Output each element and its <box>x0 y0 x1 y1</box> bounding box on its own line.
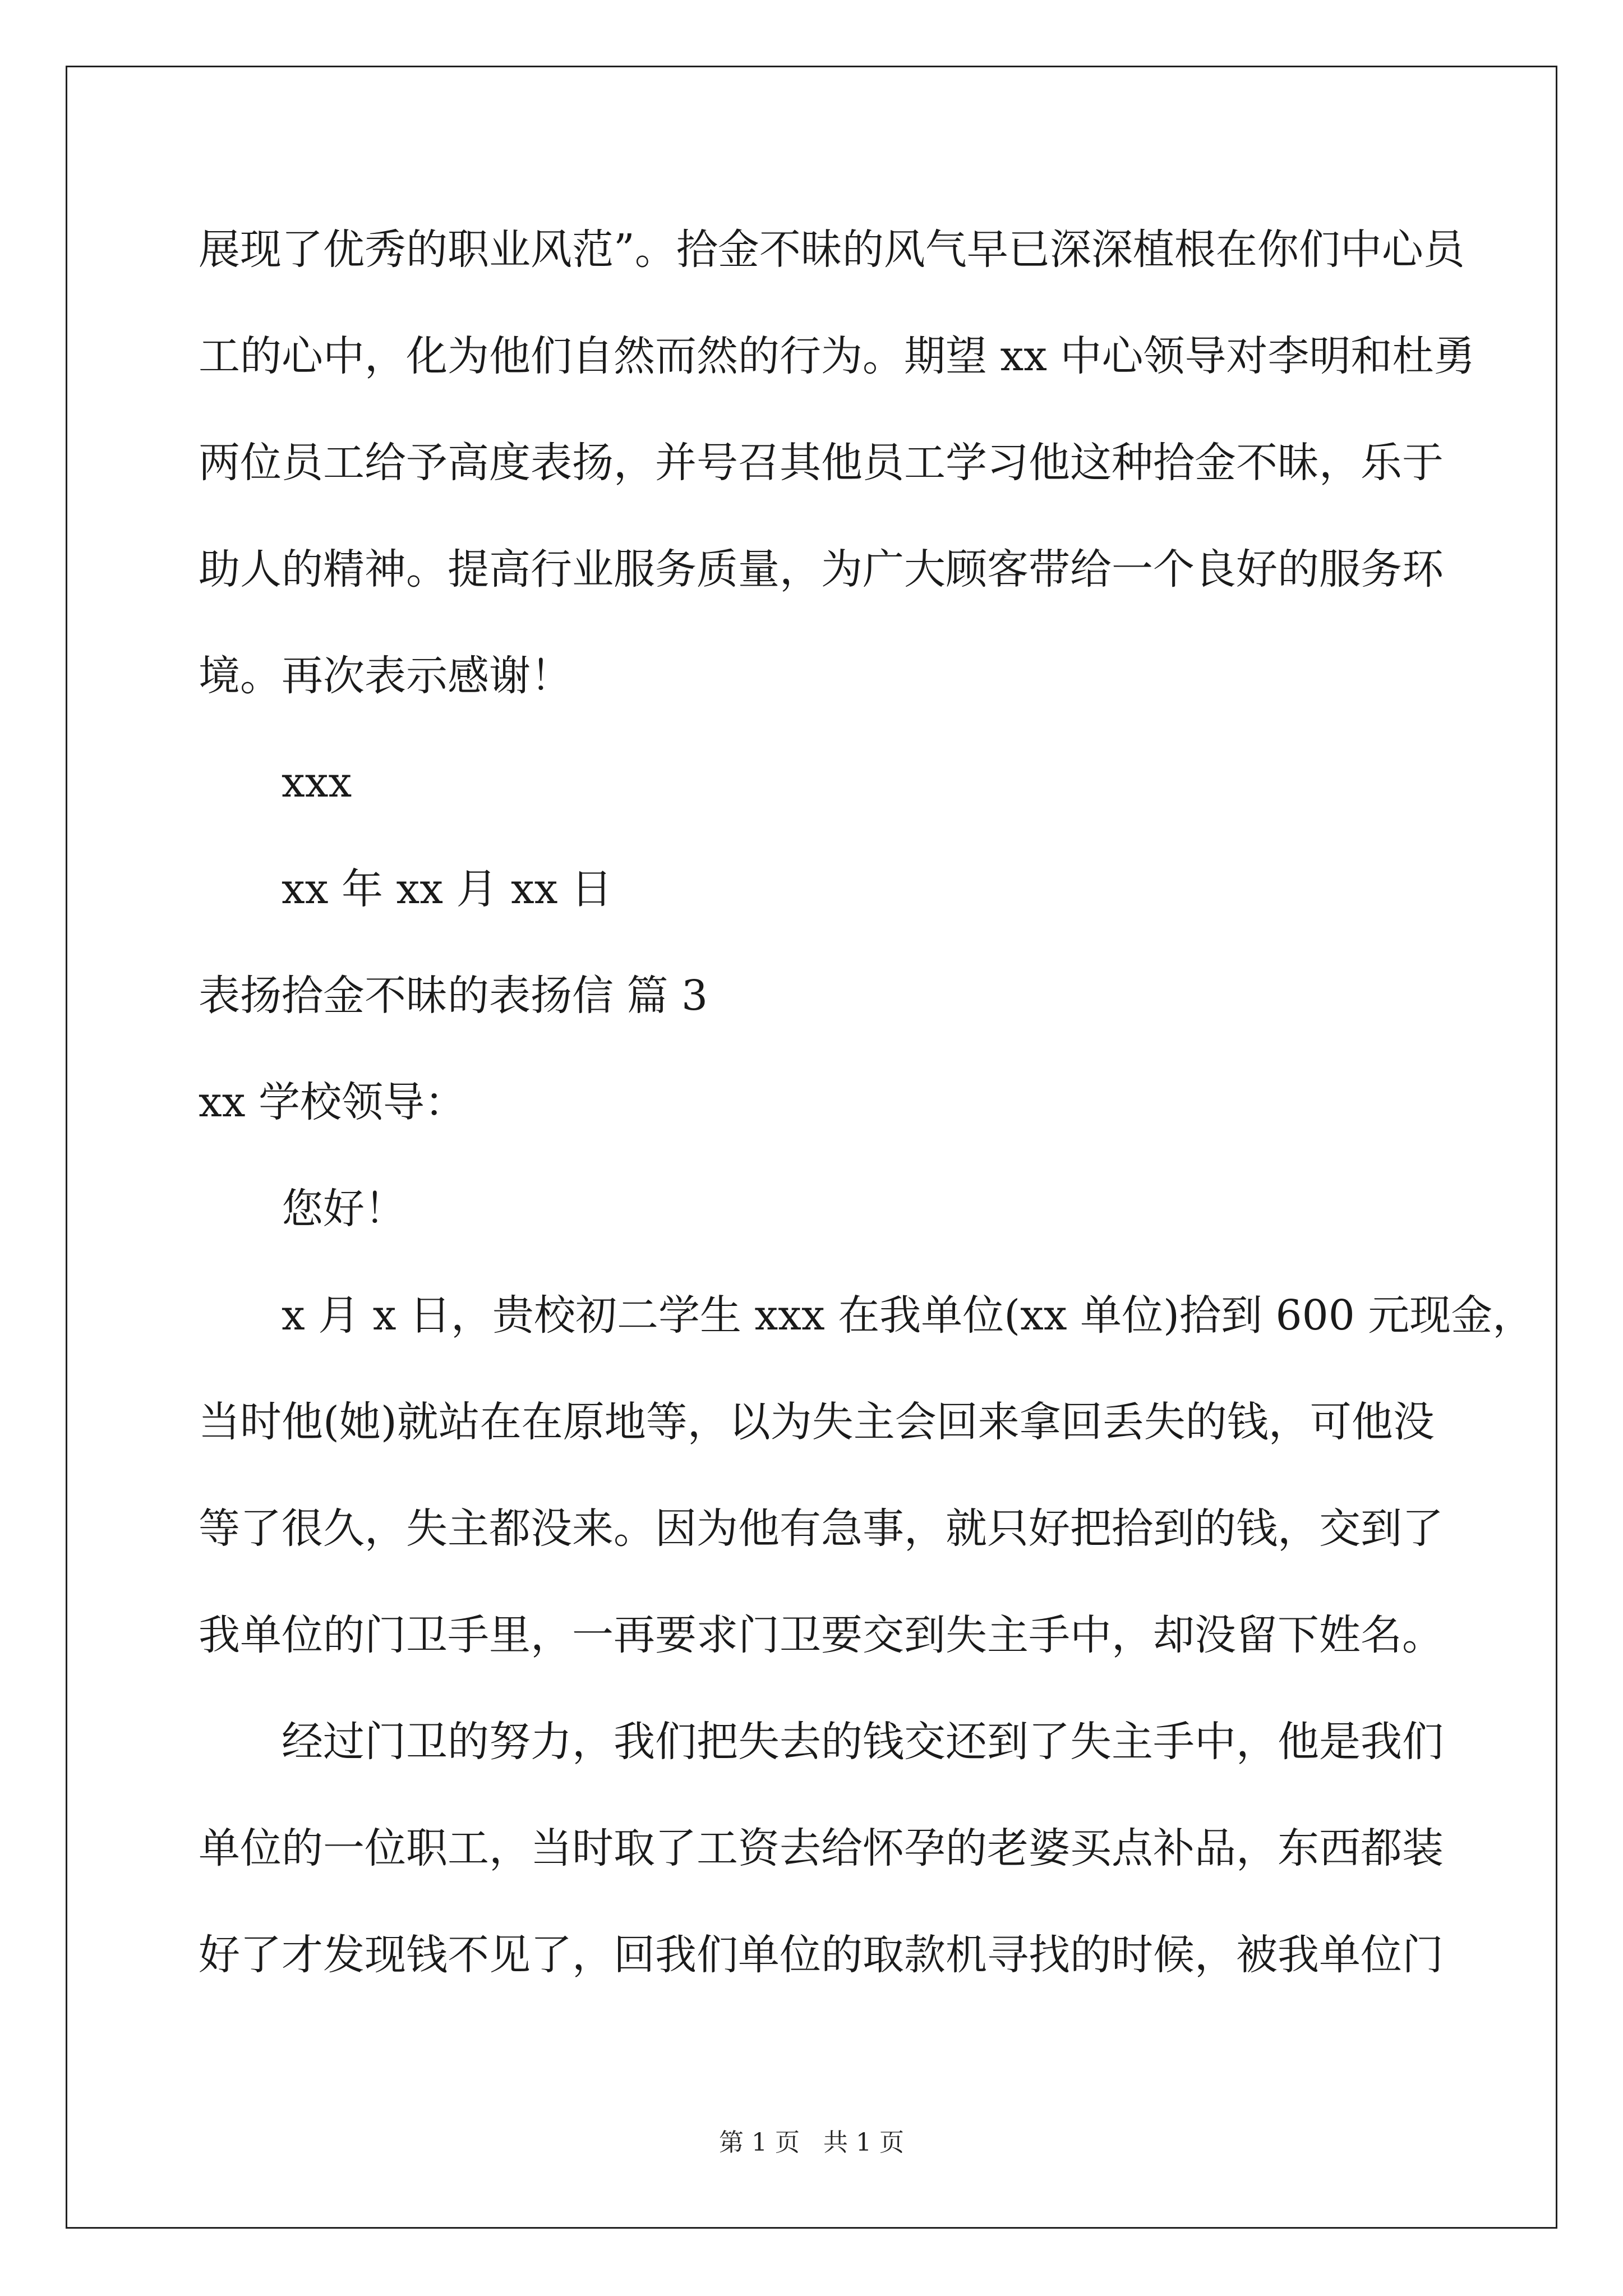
salutation: xx 学校领导： <box>199 1078 466 1126</box>
signature: xxx <box>282 758 352 807</box>
page-footer: 第 1 页 共 1 页 <box>719 2128 904 2157</box>
greeting: 您好！ <box>282 1185 406 1233</box>
body-line: 单位的一位职工，当时取了工资去给怀孕的老婆买点补品，东西都装 <box>199 1824 1444 1872</box>
body-line: 我单位的门卫手里，一再要求门卫要交到失主手中，却没留下姓名。 <box>199 1611 1444 1659</box>
date-line: xx 年 xx 月 xx 日 <box>282 865 613 913</box>
body-line: x 月 x 日，贵校初二学生 xxx 在我单位(xx 单位)拾到 600 元现金， <box>282 1291 1534 1340</box>
body-line: 好了才发现钱不见了，回我们单位的取款机寻找的时候，被我单位门 <box>199 1931 1444 1979</box>
body-line: 等了很久，失主都没来。因为他有急事，就只好把拾到的钱，交到了 <box>199 1504 1444 1553</box>
body-line: 经过门卫的努力，我们把失去的钱交还到了失主手中，他是我们 <box>282 1718 1444 1766</box>
body-line: 助人的精神。提高行业服务质量，为广大顾客带给一个良好的服务环 <box>199 545 1444 593</box>
body-line: 工的心中，化为他们自然而然的行为。期望 xx 中心领导对李明和杜勇 <box>199 332 1476 380</box>
section-heading: 表扬拾金不昧的表扬信 篇 3 <box>199 972 708 1020</box>
body-line: 两位员工给予高度表扬，并号召其他员工学习他这种拾金不昧，乐于 <box>199 439 1444 487</box>
body-line: 境。再次表示感谢！ <box>199 652 572 700</box>
body-line: 当时他(她)就站在在原地等，以为失主会回来拿回丢失的钱，可他没 <box>199 1398 1435 1446</box>
body-line: 展现了优秀的职业风范”。拾金不昧的风气早已深深植根在你们中心员 <box>199 226 1465 274</box>
document-body <box>199 216 1534 2028</box>
